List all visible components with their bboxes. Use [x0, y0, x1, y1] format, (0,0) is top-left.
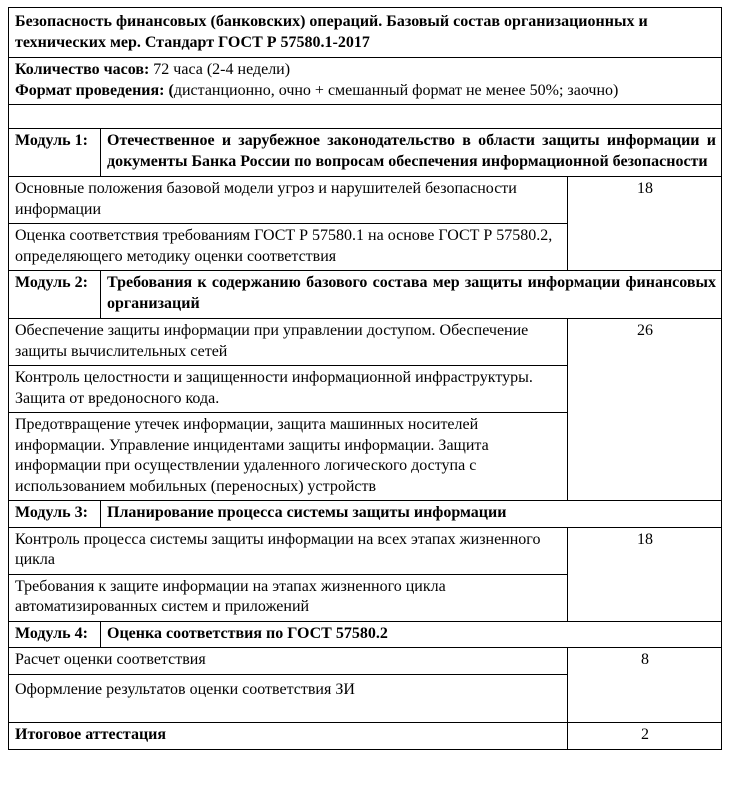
topic-cell: Оформление результатов оценки соответствия ЗИ: [9, 674, 568, 723]
hours-value: 72 часа (2-4 недели): [149, 61, 291, 78]
module-label: Модуль 2:: [9, 271, 101, 319]
title-row: [9, 8, 722, 58]
module-title: Планирование процесса системы защиты информации: [101, 501, 722, 528]
module-hours: 18: [568, 527, 722, 621]
format-line: [15, 81, 716, 102]
spacer-row: [9, 105, 722, 129]
format-label: Формат проведения: (: [15, 81, 174, 99]
empty-cell: [9, 105, 722, 129]
module-header-row: [9, 501, 722, 528]
topic-cell: Обеспечение защиты информации при управлении доступом. Обеспечение защиты вычислительных сетей: [9, 319, 568, 366]
module-hours: 18: [568, 177, 722, 271]
module-title: Требования к содержанию базового состава мер защиты информации финансовых организаций: [101, 271, 722, 319]
topic-cell: Расчет оценки соответствия: [9, 648, 568, 675]
final-row: [9, 723, 722, 750]
module-label: Модуль 3:: [9, 501, 101, 528]
format-value: дистанционно, очно + смешанный формат не менее 50%; заочно): [173, 81, 619, 99]
topic-cell: Требования к защите информации на этапах жизненного цикла автоматизированных систем и приложений: [9, 574, 568, 621]
topic-cell: Предотвращение утечек информации, защита машинных носителей информации. Управление инцидентами защиты информации. Защита информации при осуществлении удаленного логического доступа с использованием мобильных (переносных) устройств: [9, 413, 568, 501]
topic-row: [9, 177, 722, 224]
topic-cell: Контроль целостности и защищенности информационной инфраструктуры. Защита от вредоносного кода.: [9, 366, 568, 413]
topic-row: [9, 527, 722, 574]
program-title: Безопасность финансовых (банковских) операций. Базовый состав организационных и технических мер. Стандарт ГОСТ Р 57580.1-2017: [9, 8, 722, 58]
module-header-row: [9, 129, 722, 177]
curriculum-table: [8, 7, 722, 750]
hours-label: Количество часов:: [15, 61, 150, 78]
module-hours: 8: [568, 648, 722, 723]
topic-cell: Контроль процесса системы защиты информации на всех этапах жизненного цикла: [9, 527, 568, 574]
module-label: Модуль 1:: [9, 129, 101, 177]
module-title: Оценка соответствия по ГОСТ 57580.2: [101, 621, 722, 648]
module-header-row: [9, 271, 722, 319]
topic-cell: Оценка соответствия требованиям ГОСТ Р 57580.1 на основе ГОСТ Р 57580.2, определяющего методику оценки соответствия: [9, 224, 568, 271]
module-title: Отечественное и зарубежное законодательство в области защиты информации и документы Банка России по вопросам обеспечения информационной безопасности: [101, 129, 722, 177]
topic-cell: Основные положения базовой модели угроз и нарушителей безопасности информации: [9, 177, 568, 224]
module-hours: 26: [568, 319, 722, 501]
final-label: Итоговое аттестация: [9, 723, 568, 750]
topic-row: [9, 319, 722, 366]
info-row: [9, 58, 722, 105]
module-label: Модуль 4:: [9, 621, 101, 648]
final-hours: 2: [568, 723, 722, 750]
module-header-row: [9, 621, 722, 648]
hours-line: [15, 60, 716, 81]
program-info: [9, 58, 722, 105]
topic-row: [9, 648, 722, 675]
